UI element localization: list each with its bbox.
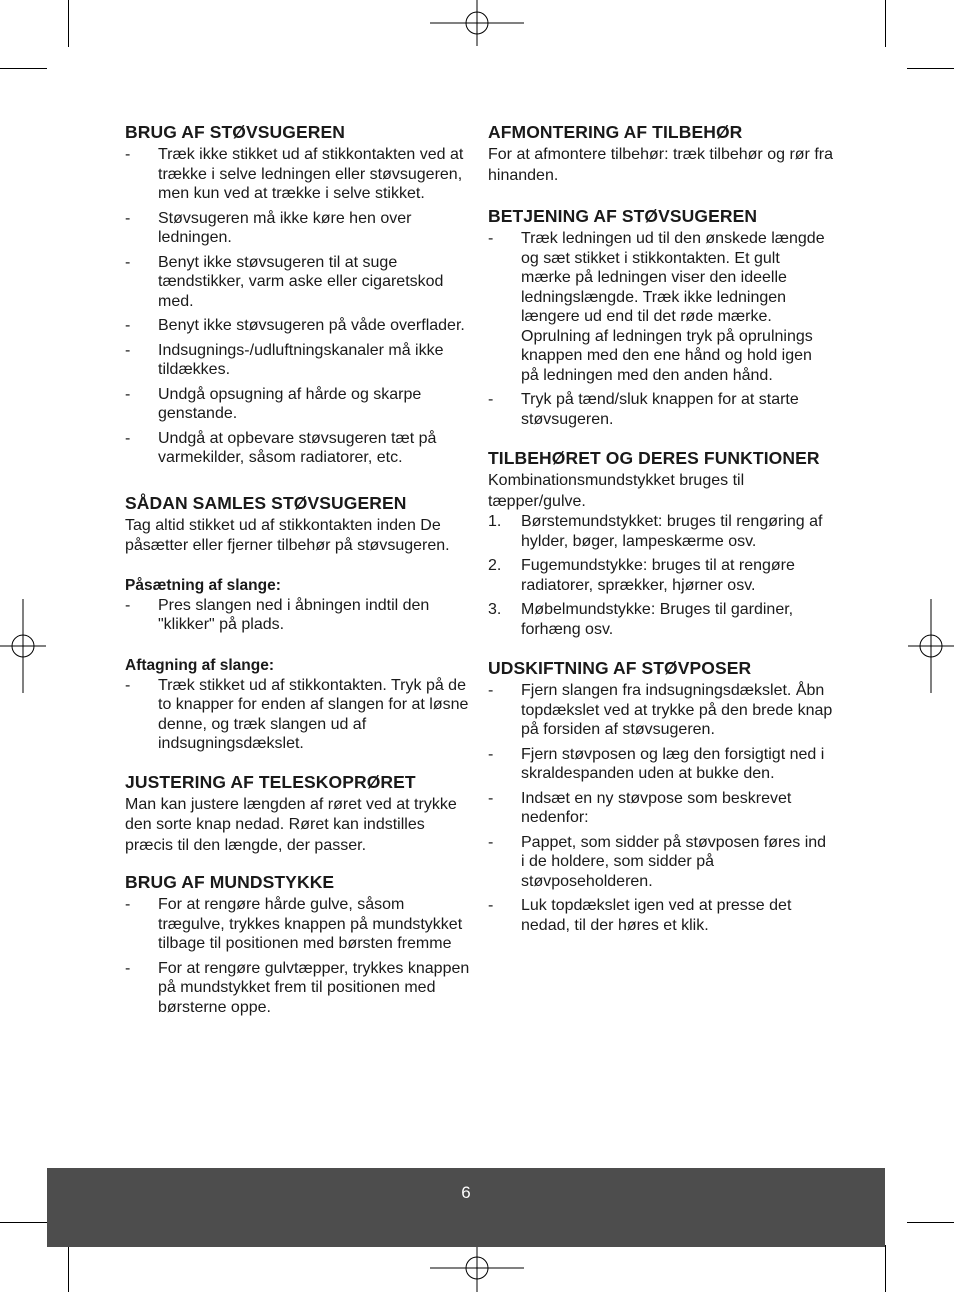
section-brug-af-stovsugeren bbox=[125, 121, 470, 468]
list-item: - Indsæt en ny støvpose som beskrevet nedenfor: bbox=[488, 789, 792, 826]
section-sadan-samles bbox=[125, 492, 470, 754]
crop-mark bbox=[907, 1222, 954, 1223]
list-item: - For at rengøre hårde gulve, såsom trægulve, trykkes knappen på mundstykket tilbage til positionen med børsten fremme bbox=[125, 896, 463, 952]
list-item: 1. Børstemundstykket: bruges til rengøring af hylder, bøger, lampeskærme osv. bbox=[488, 513, 823, 550]
section-title: SÅDAN SAMLES STØVSUGEREN bbox=[125, 492, 407, 513]
bullet-list bbox=[488, 681, 833, 935]
section-text: Man kan justere længden af røret ved at trykke den sorte knap nedad. Røret kan indstilles præcis til den længde, der passer. bbox=[125, 795, 457, 854]
list-item: - Træk ikke stikket ud af stikkontakten ved at trække i selve ledningen eller støvsugeren, men kun ved at trække i selve stikket. bbox=[125, 146, 464, 202]
list-item: - Benyt ikke støvsugeren på våde overflader. bbox=[125, 317, 465, 334]
bullet-list bbox=[488, 229, 833, 429]
section-title: BETJENING AF STØVSUGEREN bbox=[488, 206, 758, 226]
page-footer bbox=[47, 1168, 885, 1247]
crop-mark bbox=[885, 0, 886, 47]
list-item: - Fjern støvposen og læg den forsigtigt ned i skraldespanden uden at bukke den. bbox=[488, 745, 825, 782]
registration-mark-bottom bbox=[430, 1246, 524, 1292]
list-item: - Tryk på tænd/sluk knappen for at starte støvsugeren. bbox=[488, 391, 799, 428]
section-betjening bbox=[488, 205, 833, 429]
section-title: JUSTERING AF TELESKOPRØRET bbox=[125, 771, 416, 792]
section-text: For at afmontere tilbehør: træk tilbehør og rør fra hinanden. bbox=[488, 146, 833, 184]
section-udskiftning bbox=[488, 657, 833, 935]
numbered-list bbox=[488, 512, 833, 639]
section-title: BRUG AF STØVSUGEREN bbox=[125, 122, 346, 142]
page-number: 6 bbox=[461, 1183, 471, 1202]
list-item: - Indsugnings-/udluftningskanaler må ikke tildækkes. bbox=[125, 341, 444, 378]
list-item: - Pappet, som sidder på støvposen føres ind i de holdere, som sidder på støvposeholderen. bbox=[488, 833, 827, 890]
list-item: - For at rengøre gulvtæpper, trykkes knappen på mundstykket frem til positionen med børsterne oppe. bbox=[125, 959, 470, 1016]
right-column bbox=[488, 121, 833, 940]
list-item: - Træk ledningen ud til den ønskede længde og sæt stikket i stikkontakten. Et gult mærke på ledningen viser den ideelle ledningslængde. Træk ikke ledningen længere ud end til det røde mærke. Oprulning af ledningen tryk på oprulnings knappen med den ene hånd og hold igen på ledningen med den anden hånd. bbox=[488, 230, 825, 384]
section-intro: Kombinationsmundstykket bruges til tæpper/gulve. bbox=[488, 472, 745, 510]
registration-mark-left bbox=[0, 599, 46, 693]
crop-mark bbox=[0, 68, 47, 69]
crop-mark bbox=[68, 1245, 69, 1292]
crop-mark bbox=[68, 0, 69, 47]
registration-mark-top bbox=[430, 0, 524, 46]
list-item: 2. Fugemundstykke: bruges til at rengøre radiatorer, sprækker, hjørner osv. bbox=[488, 557, 795, 594]
section-brug-af-mundstykke bbox=[125, 871, 470, 1017]
crop-mark bbox=[885, 1245, 886, 1292]
subsection-title: Påsætning af slange: bbox=[125, 576, 281, 594]
section-title: AFMONTERING AF TILBEHØR bbox=[488, 122, 743, 142]
left-column bbox=[125, 121, 470, 1022]
section-tilbehoret bbox=[488, 447, 833, 639]
list-item: - Luk topdækslet igen ved at presse det nedad, til der høres et klik. bbox=[488, 897, 792, 934]
list-item: 3. Møbelmundstykke: Bruges til gardiner, forhæng osv. bbox=[488, 601, 794, 638]
bullet-list bbox=[125, 145, 470, 468]
section-intro: Tag altid stikket ud af stikkontakten inden De påsætter eller fjerner tilbehør på støvsugeren. bbox=[125, 516, 450, 554]
list-item: - Undgå at opbevare støvsugeren tæt på varmekilder, såsom radiatorer, etc. bbox=[125, 429, 437, 466]
section-title: TILBEHØRET OG DERES FUNKTIONER bbox=[488, 448, 820, 468]
list-item: - Undgå opsugning af hårde og skarpe genstande. bbox=[125, 385, 422, 422]
subsection-title: Aftagning af slange: bbox=[125, 656, 274, 674]
section-title: UDSKIFTNING AF STØVPOSER bbox=[488, 658, 752, 678]
list-item: - Træk stikket ud af stikkontakten. Tryk på de to knapper for enden af slangen for at løsne denne, og træk slangen ud af indsugningsdækslet. bbox=[125, 676, 469, 752]
bullet-list bbox=[125, 596, 470, 635]
list-item: - Pres slangen ned i åbningen indtil den "klikker" på plads. bbox=[125, 596, 430, 633]
list-item: - Benyt ikke støvsugeren til at suge tændstikker, varm aske eller cigaretskod med. bbox=[125, 253, 444, 310]
bullet-list bbox=[125, 895, 470, 1017]
section-title: BRUG AF MUNDSTYKKE bbox=[125, 872, 335, 892]
crop-mark bbox=[907, 68, 954, 69]
crop-mark bbox=[0, 1222, 47, 1223]
list-item: - Fjern slangen fra indsugningsdækslet. Åbn topdækslet ved at trykke på den brede knap på forsiden af støvsugeren. bbox=[488, 682, 833, 738]
section-afmontering bbox=[488, 121, 833, 186]
list-item: - Støvsugeren må ikke køre hen over ledningen. bbox=[125, 209, 412, 246]
registration-mark-right bbox=[908, 599, 954, 693]
bullet-list bbox=[125, 676, 470, 754]
section-justering bbox=[125, 771, 470, 857]
